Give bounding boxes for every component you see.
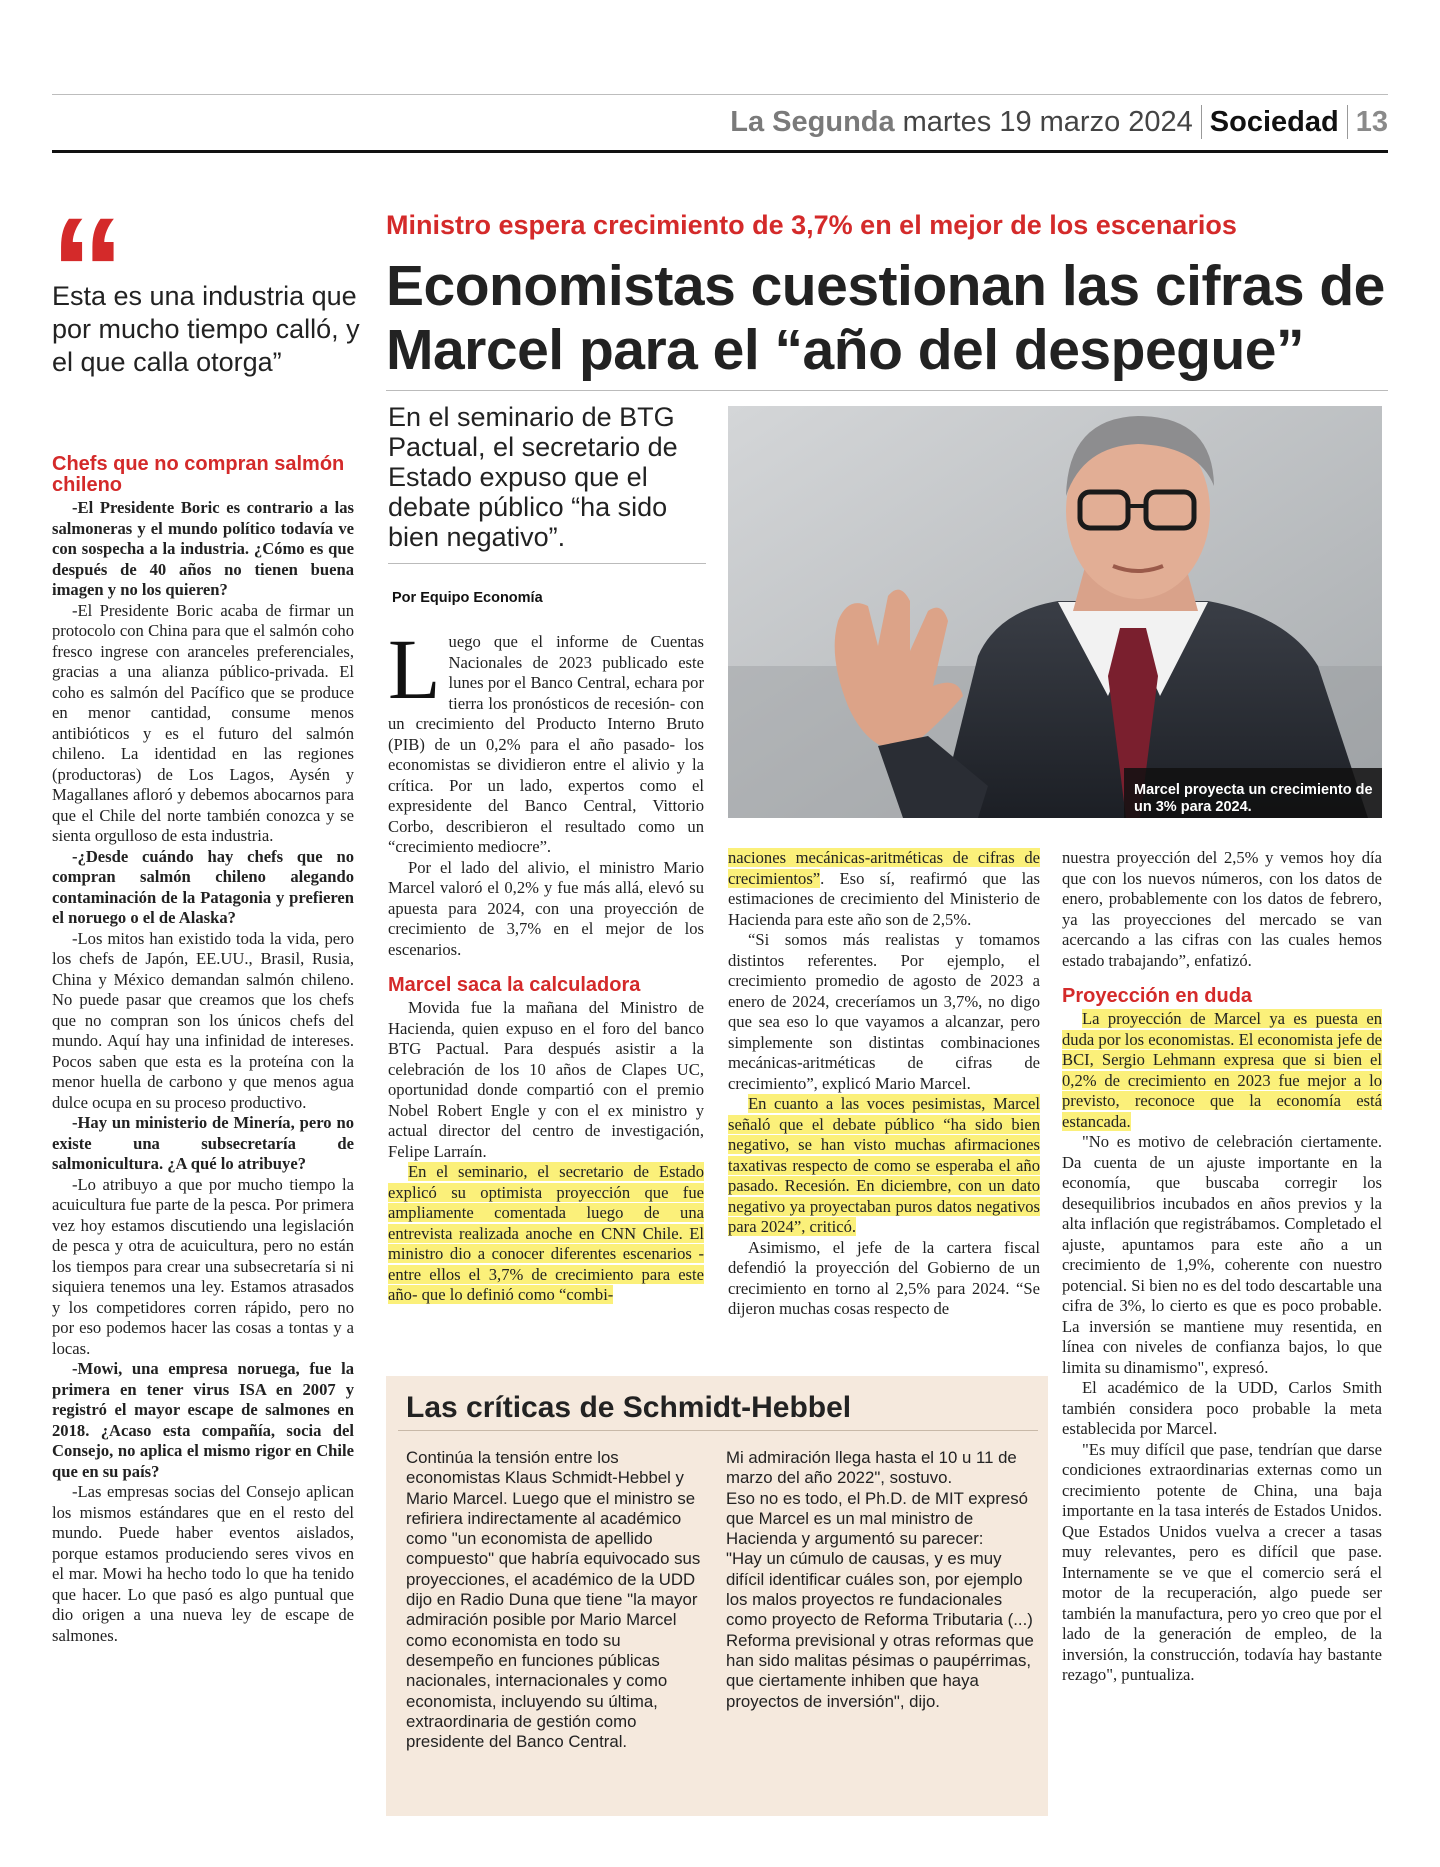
article-column-3	[1062, 848, 1382, 1686]
article-paragraph: Movida fue la mañana del Ministro de Hacienda, quien expuso en el foro del banco BTG Pactual. Para después asistir a la celebración de los 10 años de Clapes UC, oportunidad donde compartió con el premio Nobel Robert Engle y con el ex ministro y actual director del centro de investigación, Felipe Larraín.	[388, 998, 704, 1161]
top-rule	[52, 94, 1388, 95]
highlighted-text: En el seminario, el secretario de Estado explicó su optimista proyección que fue ampliamente comentada luego de una entrevista realizada anoche en CNN Chile. El ministro dio a conocer diferentes escenarios -entre ellos el 3,7% de crecimiento para este año- que lo definió como “combi-	[388, 1162, 704, 1304]
sidebar-subheading: Chefs que no compran salmón chileno	[52, 453, 345, 496]
box-column-2	[726, 1448, 1038, 1712]
article-paragraph	[1062, 1009, 1382, 1132]
newspaper-name: La Segunda	[730, 105, 895, 138]
photo-caption: Marcel proyecta un crecimiento de un 3% para 2024.	[1134, 782, 1373, 815]
issue-date: martes 19 marzo 2024	[902, 105, 1193, 138]
article-lead: En el seminario de BTG Pactual, el secretario de Estado expuso que el debate público “ha sido bien negativo”.	[388, 402, 678, 552]
article-column-2	[728, 848, 1040, 1320]
interview-answer: -Los mitos han existido toda la vida, pero los chefs de Japón, EE.UU., Brasil, Rusia, China y México demandan salmón chileno. No puede pasar que creamos que los chefs que no compran son los únicos chefs del mundo. Aquí hay una infinidad de intereses. Pocos saben que esta es la proteína con la menor huella de carbono y que menos agua dulce ocupa en su proceso productivo.	[52, 928, 354, 1112]
headline-rule	[386, 390, 1388, 391]
article-paragraph	[388, 1162, 704, 1306]
article-paragraph	[728, 1094, 1040, 1238]
interview-question: -Hay un ministerio de Minería, pero no existe una subsecretaría de salmonicultura. ¿A qué lo atribuye?	[52, 1113, 354, 1173]
box-rule	[398, 1430, 1038, 1431]
article-paragraph: "No es motivo de celebración ciertamente. Da cuenta de un ajuste importante en la economía, que buscaba corregir los desequilibrios incubados en años previos y la alta inflación que registrábamos. Completado el ajuste, apuntamos para este año a un crecimiento de 1,9%, coherente con nuestro potencial. Si bien no es del todo descartable una cifra de 3%, lo cierto es que es poco probable. La inversión se mantiene muy resentida, en línea con niveles de confianza bajos, lo que limita su dinamismo", expresó.	[1062, 1132, 1382, 1377]
article-paragraph: “Si somos más realistas y tomamos distintos referentes. Por ejemplo, el crecimiento promedio de agosto de 2023 a enero de 2024, creceríamos un 3,7%, no digo que sea eso lo que vayamos a alcanzar, pero simplemente son distintas combinaciones mecánicas-aritméticas de cifras de crecimiento”, explicó Mario Marcel.	[728, 930, 1040, 1093]
interview-question: -El Presidente Boric es contrario a las salmoneras y el mundo político todavía ve con sospecha a la industria. ¿Cómo es que después de 40 años no tienen buena imagen y no los quieren?	[52, 498, 354, 599]
article-photo	[728, 406, 1382, 818]
header-divider	[1347, 105, 1348, 139]
page-number: 13	[1355, 105, 1388, 138]
box-title: Las críticas de Schmidt-Hebbel	[406, 1391, 852, 1424]
article-paragraph: El académico de la UDD, Carlos Smith también considera poco probable la meta establecida por Marcel.	[1062, 1378, 1382, 1438]
drop-cap: L	[388, 621, 441, 717]
pull-quote: Esta es una industria que por mucho tiempo calló, y el que calla otorga”	[52, 281, 360, 377]
box-column-1	[406, 1448, 706, 1752]
article-paragraph: Luego que el informe de Cuentas Nacionales de 2023 publicado este lunes por el Banco Central, echara por tierra los pronósticos de recesión- con un crecimiento del Producto Interno Bruto (PIB) de un 0,2% para el año pasado- los economistas se dividieron entre el alivio y la crítica. Por un lado, expertos como el expresidente del Banco Central, Vittorio Corbo, describieron el resultado como un “crecimiento mediocre”.	[388, 621, 704, 856]
section-name: Sociedad	[1209, 105, 1339, 138]
lead-rule	[388, 563, 706, 564]
article-byline: Por Equipo Economía	[392, 590, 543, 606]
interview-question: -¿Desde cuándo hay chefs que no compran salmón chileno alegando contaminación de la Patagonia y prefieren el noruego o el de Alaska?	[52, 846, 354, 927]
box-paragraph: Continúa la tensión entre los economistas Klaus Schmidt-Hebbel y Mario Marcel. Luego que el ministro se refiriera indirectamente al académico como "un economista de apellido compuesto" que habría equivocado sus proyecciones, el académico de la UDD dijo en Radio Duna que tiene "la mayor admiración posible por Mario Marcel como economista en todo su desempeño en funciones públicas nacionales, internacionales y como economista, incluyendo su última, extraordinaria de gestión como presidente del Banco Central.	[406, 1448, 701, 1752]
page-header	[730, 100, 1388, 144]
box-paragraph: Eso no es todo, el Ph.D. de MIT expresó que Marcel es un mal ministro de Hacienda y argumentó su parecer:	[726, 1488, 1028, 1549]
header-rule	[52, 150, 1388, 153]
article-column-1	[388, 621, 704, 1306]
article-paragraph: Asimismo, el jefe de la cartera fiscal defendió la proyección del Gobierno de un crecimiento en torno al 2,5% para 2024. “Se dijeron muchas cosas respecto de	[728, 1237, 1040, 1318]
highlighted-text: naciones mecánicas-aritméticas de cifras de crecimientos”	[728, 848, 1040, 888]
article-paragraph: naciones mecánicas-aritméticas de cifras de crecimientos”. Eso sí, reafirmó que las estimaciones de crecimiento del Ministerio de Hacienda para este año son de 2,5%.	[728, 848, 1040, 929]
box-paragraph: "Hay un cúmulo de causas, y es muy difícil identificar cuáles son, por ejemplo los malos proyectos re fundacionales como proyecto de Reforma Tributaria (...) Reforma previsional y otras reformas que han sido malitas pésimas o paupérrimas, que ciertamente inhiben que haya proyectos de inversión", dijo.	[726, 1549, 1034, 1711]
interview-answer: -El Presidente Boric acaba de firmar un protocolo con China para que el salmón coho fresco ingrese con aranceles preferenciales, gracias a una alianza público-privada. El coho es salmón del Pacífico que se produce en menor cantidad, consume menos antibióticos y es el futuro del salmón chileno. La identidad en las regiones (productoras) de Los Lagos, Aysén y Magallanes afloró y debemos abocarnos para que el Chile del norte también conozca y se sienta orgulloso de esta industria.	[52, 600, 354, 845]
article-paragraph: "Es muy difícil que pase, tendrían que darse condiciones extraordinarias externas como un crecimiento potente de China, una baja importante en la tasa interés de Estados Unidos. Que Estados Unidos vuelva a crecer a tasas muy relevantes, pero es difícil que pase. Internamente se ve que el comercio será el motor de la recuperación, algo puede ser también la manufactura, pero yo creo que por el lado de la generación de empleo, de la inversión, la construcción, todavía hay bastante rezago", puntualiza.	[1062, 1439, 1382, 1684]
article-subheading: Marcel saca la calculadora	[388, 974, 641, 996]
highlighted-text: La proyección de Marcel ya es puesta en duda por los economistas. El economista jefe de BCI, Sergio Lehmann expresa que si bien el 0,2% de crecimiento en 2023 fue mejor a lo previsto, reconoce que la economía está estancada.	[1062, 1009, 1382, 1131]
article-paragraph: nuestra proyección del 2,5% y vemos hoy día que con los nuevos números, con los datos de enero, probablemente con los datos de febrero, ya las proyecciones del mercado se van acercando a las cifras con las cuales hemos estado trabajando”, enfatizó.	[1062, 848, 1382, 970]
header-divider	[1201, 105, 1202, 139]
interview-answer: -Lo atribuyo a que por mucho tiempo la acuicultura fue parte de la pesca. Por primera vez hoy estamos discutiendo una legislación de pesca y otra de acuicultura, pero no están los tiempos para crear una subsecretaría si ni siquiera tenemos una ley. Estamos atrasados y los competidores corren rápido, pero no por eso podemos hacer las cosas a tontas y a locas.	[52, 1174, 354, 1358]
minister-portrait-image	[728, 406, 1382, 818]
sidebar-interview-body	[52, 498, 354, 1646]
article-kicker: Ministro espera crecimiento de 3,7% en el mejor de los escenarios	[386, 210, 1237, 240]
interview-answer: -Las empresas socias del Consejo aplican los mismos estándares que en el resto del mundo. Puede haber eventos aislados, porque estamos produciendo seres vivos en el mar. Mowi ha hecho todo lo que ha tenido que hacer. Lo que pasó es algo puntual que dio origen a una nueva ley de escape de salmones.	[52, 1482, 354, 1645]
article-paragraph: Por el lado del alivio, el ministro Mario Marcel valoró el 0,2% y fue más allá, elevó su apuesta para 2024, con una proyección de crecimiento de 3,7% en el mejor de los escenarios.	[388, 857, 704, 959]
quote-mark-icon: “	[50, 186, 125, 354]
article-headline: Economistas cuestionan las cifras de Marcel para el “año del despegue”	[386, 254, 1385, 382]
article-subheading: Proyección en duda	[1062, 985, 1253, 1007]
box-paragraph: Mi admiración llega hasta el 10 u 11 de marzo del año 2022", sostuvo.	[726, 1448, 1017, 1488]
interview-question: -Mowi, una empresa noruega, fue la primera en tener virus ISA en 2007 y registró el mayor escape de salmones en 2018. ¿Acaso esta compañía, socia del Consejo, no aplica el mismo rigor en Chile que en su país?	[52, 1359, 354, 1481]
highlighted-text: En cuanto a las voces pesimistas, Marcel señaló que el debate público “ha sido bien negativo, se han visto muchas afirmaciones taxativas respecto de como se esperaba el año pasado. Recesión. En diciembre, con un dato negativo ya proyectaban puros datos negativos para 2024”, criticó.	[728, 1094, 1040, 1236]
